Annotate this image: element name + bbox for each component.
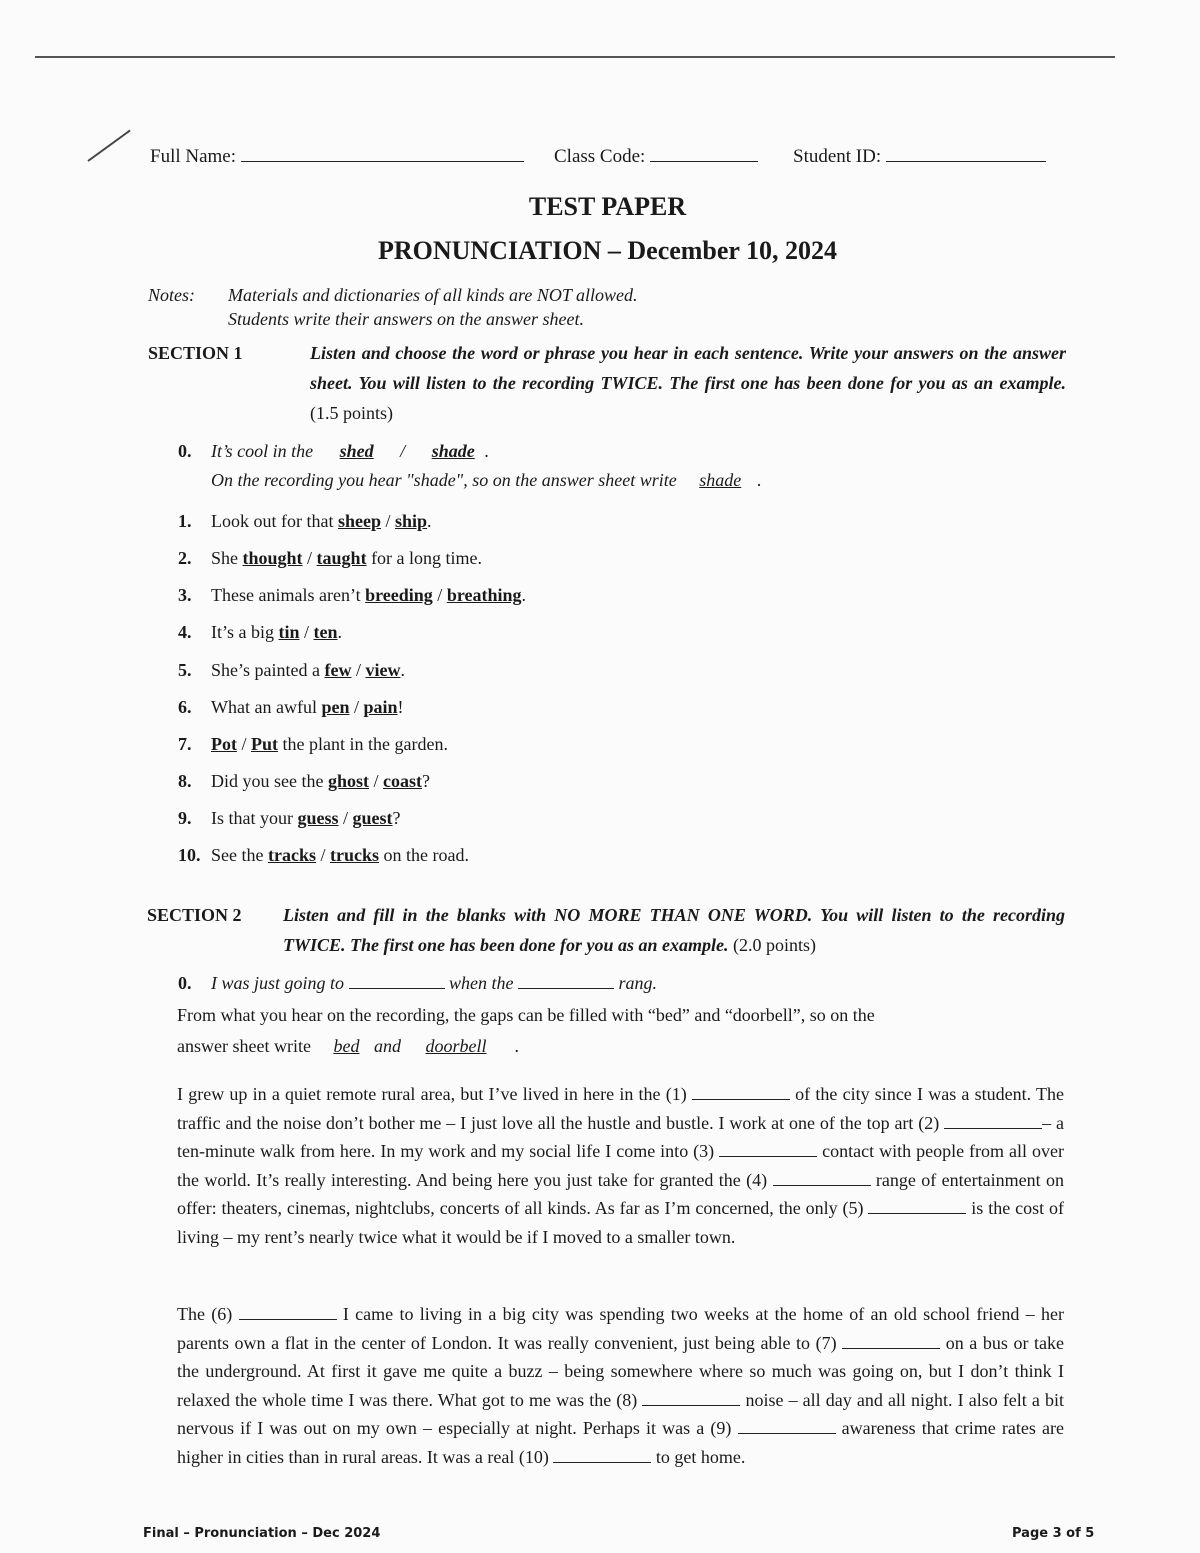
passage-text: – a ten-minute walk from here. In my work and my social life I come into (3) — [177, 1112, 1064, 1162]
example-instruction: On the recording you hear "shade", so on the answer sheet write — [211, 470, 677, 490]
question-end: the plant in the garden. — [278, 734, 448, 754]
question-text: It’s a big — [211, 622, 279, 642]
question-text: Did you see the — [211, 771, 328, 791]
section-1-header — [148, 338, 1068, 430]
passage-text: The (6) — [177, 1304, 239, 1324]
option-b: trucks — [330, 845, 379, 865]
question-item: 9. Is that your guess / guest? — [178, 808, 401, 828]
blank-9 — [738, 1432, 836, 1434]
notes-line-2: Students write their answers on the answer sheet. — [228, 309, 584, 329]
section-1-instructions — [310, 338, 1066, 428]
class-code-label: Class Code: — [554, 146, 646, 167]
blank-2 — [944, 1127, 1042, 1129]
top-rule — [35, 56, 1115, 58]
passage-paragraph-2 — [177, 1300, 1064, 1472]
class-code-blank — [650, 161, 758, 162]
question-number: 2. — [178, 548, 192, 568]
question-text: Is that your — [211, 808, 298, 828]
option-a: tracks — [267, 845, 316, 865]
question-number: 3. — [178, 585, 192, 605]
option-b: guest — [352, 808, 393, 828]
option-a: tin — [278, 622, 300, 642]
class-code-field — [554, 146, 758, 168]
passage-text: is the cost of living – my rent’s nearly twice what it would be if I moved to a smaller town. — [177, 1198, 1064, 1247]
question-item: 2. She thought / taught for a long time. — [178, 548, 483, 568]
example-option-1: shed — [339, 441, 374, 461]
example-explanation: From what you hear on the recording, the gaps can be filled with “bed” and “doorbell”, so on the — [177, 1005, 875, 1025]
section-1-example-line-2: On the recording you hear "shade", so on the answer sheet write shade . — [211, 470, 762, 490]
question-item: 8. Did you see the ghost / coast? — [178, 771, 431, 791]
question-item: 4. It’s a big tin / ten. — [178, 622, 343, 642]
option-a: Pot — [211, 734, 237, 754]
option-b: Put — [251, 734, 279, 754]
option-a: guess — [297, 808, 339, 828]
full-name-blank — [241, 161, 524, 162]
question-end: . — [400, 660, 405, 680]
example-gap-1 — [349, 987, 445, 989]
passage-text: I came to living in a big city was spending two weeks at the home of an old school friend – her parents own a flat in the center of London. It was really convenient, just being able to (7) — [177, 1304, 1064, 1353]
question-number: 7. — [178, 734, 192, 754]
full-name-field — [150, 146, 524, 168]
section-1-instructions-text: Listen and choose the word or phrase you hear in each sentence. Write your answers on the answer sheet. You will listen to the recording TWICE. The first one has been done for you as an example. — [310, 343, 1066, 393]
page-title: TEST PAPER — [528, 192, 687, 221]
option-b: ship — [395, 511, 428, 531]
example-answer: shade — [699, 470, 742, 490]
example-separator: / — [400, 441, 406, 461]
page-subtitle: PRONUNCIATION – December 10, 2024 — [377, 236, 838, 265]
example-and: and — [373, 1036, 401, 1056]
question-item: 5. She’s painted a few / view. — [178, 660, 405, 680]
footer-left: Final – Pronunciation – Dec 2024 — [143, 1526, 381, 1541]
question-text: She’s painted a — [211, 660, 325, 680]
example-gap-2 — [518, 987, 614, 989]
option-b: view — [365, 660, 401, 680]
section-2-points: (2.0 points) — [733, 935, 817, 955]
question-end: . — [427, 511, 432, 531]
blank-6 — [239, 1318, 337, 1320]
passage-text: of the city since I was a student. The traffic and the noise don’t bother me – I just love all the hustle and bustle. I work at one of the top art (2) — [177, 1084, 1065, 1133]
section-2-name: SECTION 2 — [147, 905, 242, 925]
section-2-instructions — [283, 900, 1065, 960]
option-a: few — [324, 660, 352, 680]
example-option-2: shade — [431, 441, 475, 461]
option-b: taught — [316, 548, 367, 568]
question-end: . — [521, 585, 526, 605]
example-part-2: when the — [449, 973, 514, 993]
student-id-field — [793, 146, 1046, 168]
passage-text: contact with people from all over the world. It’s really interesting. And being here you just take for granted the (4) — [177, 1141, 1064, 1190]
student-id-blank — [886, 161, 1046, 162]
notes — [148, 283, 638, 331]
full-name-label: Full Name: — [150, 146, 237, 167]
question-end: . — [337, 622, 343, 642]
section-1-example-line-1: 0. It’s cool in the shed / shade . — [178, 441, 490, 461]
question-number: 10. — [178, 845, 201, 865]
example-number: 0. — [178, 441, 192, 461]
option-a: thought — [242, 548, 303, 568]
question-end: on the road. — [379, 845, 469, 865]
question-number: 5. — [178, 660, 192, 680]
question-text: Look out for that — [211, 511, 338, 531]
example-answer-2: doorbell — [425, 1036, 487, 1056]
example-number: 0. — [178, 973, 192, 993]
blank-10 — [553, 1461, 651, 1463]
blank-8 — [642, 1404, 740, 1406]
option-a: breeding — [365, 585, 433, 605]
question-end: ? — [422, 771, 431, 791]
question-number: 4. — [178, 622, 192, 642]
option-b: ten — [313, 622, 338, 642]
question-text: What an awful — [211, 697, 322, 717]
passage-text: I grew up in a quiet remote rural area, but I’ve lived in here in the (1) — [177, 1084, 692, 1104]
question-item: 3. These animals aren’t breeding / breathing. — [178, 585, 526, 605]
question-end: ? — [392, 808, 401, 828]
question-text: She — [211, 548, 243, 568]
question-end: for a long time. — [366, 548, 483, 568]
question-number: 9. — [178, 808, 192, 828]
passage-text: noise – all day and all night. I also felt a bit nervous if I was out on my own – especially at night. Perhaps it was a (9) — [177, 1389, 1064, 1439]
option-b: coast — [383, 771, 423, 791]
passage-text: awareness that crime rates are higher in cities than in rural areas. It was a real (10) — [177, 1418, 1064, 1467]
pen-mark — [87, 130, 130, 162]
question-number: 6. — [178, 697, 192, 717]
example-write-prefix: answer sheet write — [177, 1036, 311, 1056]
example-answer-1: bed — [333, 1036, 360, 1056]
blank-1 — [692, 1098, 790, 1100]
footer-page-number: Page 3 of 5 — [1012, 1526, 1095, 1541]
question-end: ! — [397, 697, 404, 717]
passage-text: range of entertainment on offer: theaters, cinemas, nightclubs, concerts of all kinds. As far as I’m concerned, the only (5) — [177, 1169, 1064, 1219]
question-item: 1. Look out for that sheep / ship. — [178, 511, 432, 531]
question-item: 10. See the tracks / trucks on the road. — [178, 845, 469, 865]
section-2-example-explanation: From what you hear on the recording, the gaps can be filled with “bed” and “doorbell”, so on the answer sheet write bed and doorbell . — [177, 1005, 875, 1056]
example-part-3: rang. — [618, 973, 658, 993]
question-item: 6. What an awful pen / pain! — [178, 697, 404, 717]
question-text: See the — [211, 845, 268, 865]
example-prefix: It’s cool in the — [211, 441, 314, 461]
blank-3 — [719, 1155, 817, 1157]
example-part-1: I was just going to — [211, 973, 345, 993]
section-1-points: (1.5 points) — [310, 403, 393, 423]
notes-line-1: Materials and dictionaries of all kinds are NOT allowed. — [228, 285, 638, 305]
question-number: 8. — [178, 771, 192, 791]
passage-paragraph-1 — [177, 1080, 1064, 1252]
question-number: 1. — [178, 511, 192, 531]
option-b: pain — [363, 697, 398, 717]
option-a: ghost — [327, 771, 369, 791]
option-b: breathing — [446, 585, 522, 605]
section-2-header — [147, 900, 1067, 962]
question-item: 7. Pot / Put the plant in the garden. — [178, 734, 448, 754]
section-2-example-line-1 — [178, 973, 657, 994]
blank-4 — [773, 1184, 871, 1186]
passage-text: to get home. — [651, 1446, 746, 1467]
section-1-name: SECTION 1 — [148, 343, 243, 363]
option-a: pen — [321, 697, 350, 717]
question-text: These animals aren’t — [211, 585, 366, 605]
section-2-instructions-text: Listen and fill in the blanks with NO MORE THAN ONE WORD. You will listen to the recording TWICE. The first one has been done for you as an example. — [283, 905, 1065, 955]
option-a: sheep — [337, 511, 381, 531]
blank-5 — [868, 1212, 966, 1214]
student-id-label: Student ID: — [793, 146, 882, 167]
notes-label: Notes: — [148, 285, 195, 305]
passage-text: on a bus or take the underground. At first it gave me quite a buzz – being somewhere where so much was going on, but I don’t think I relaxed the whole time I was there. What got to me was the (8) — [177, 1332, 1065, 1410]
blank-7 — [842, 1347, 940, 1349]
